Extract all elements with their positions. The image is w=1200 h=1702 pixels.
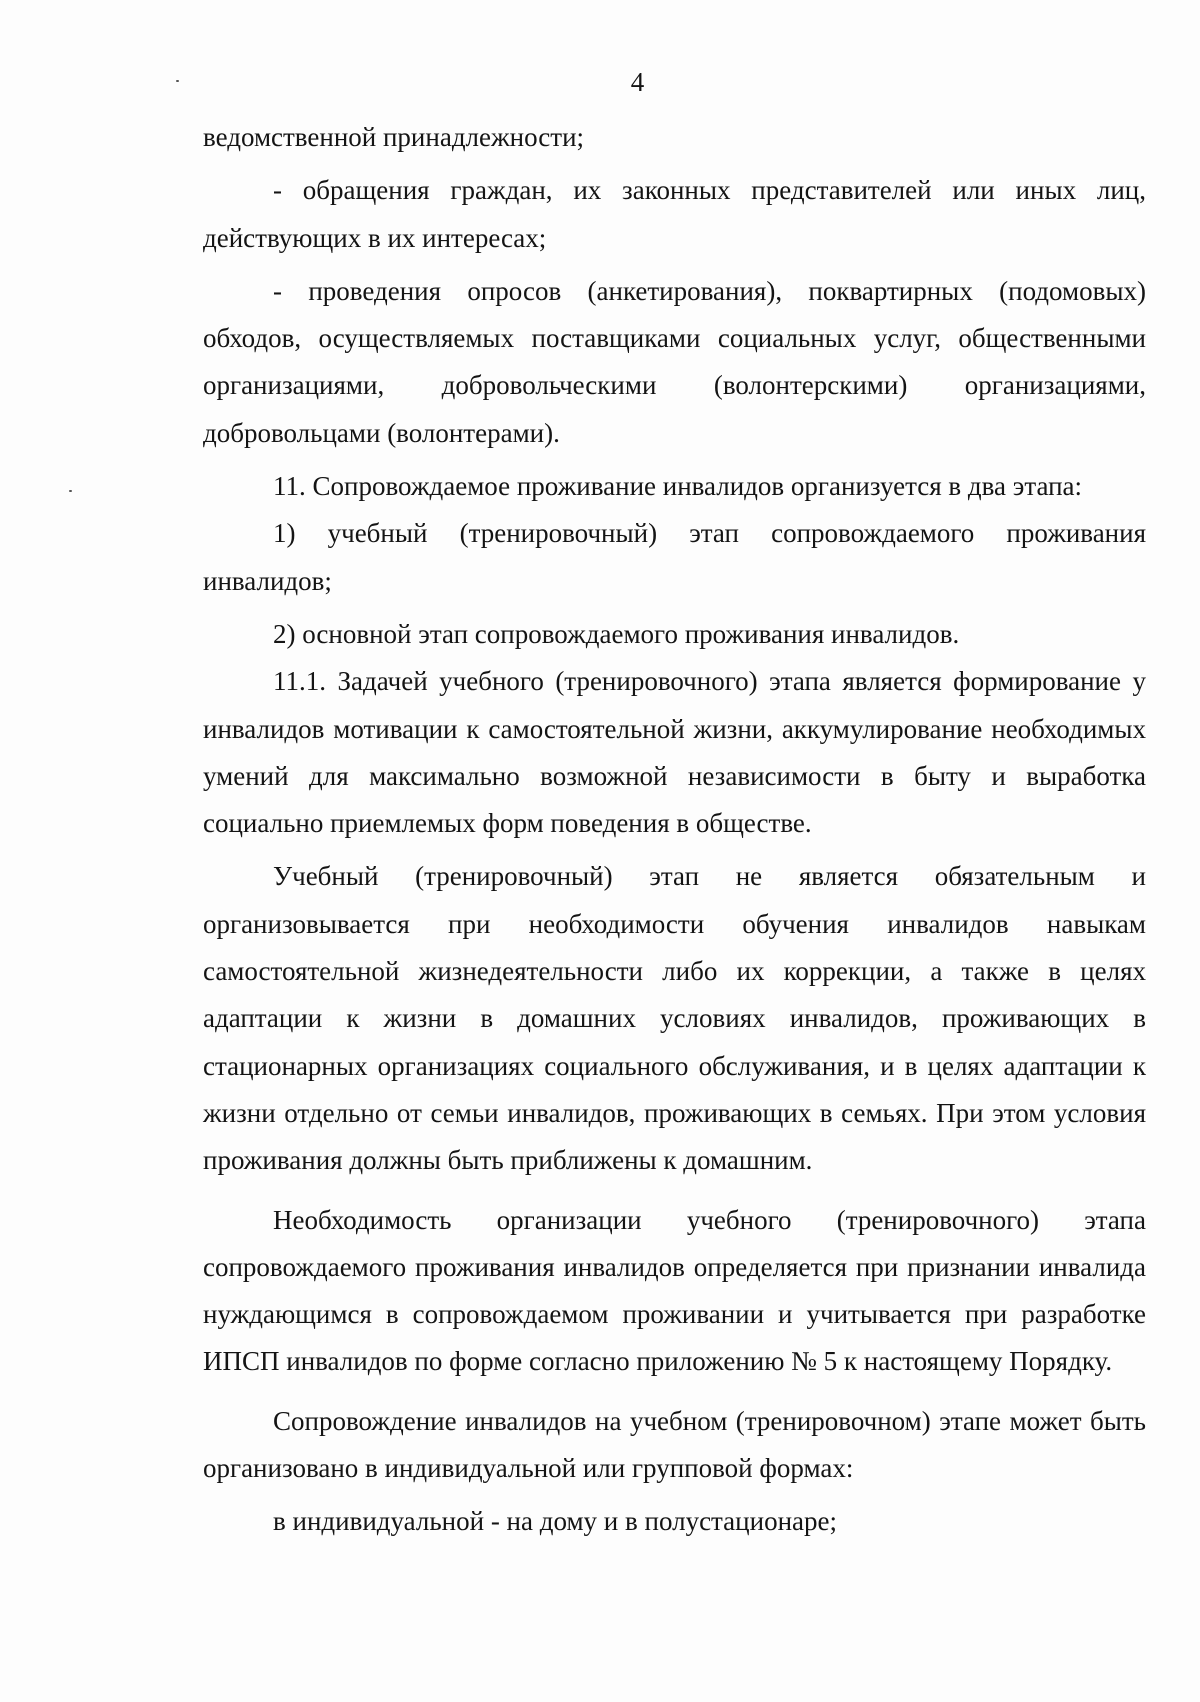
paragraph-stage-1: 1) учебный (тренировочный) этап сопровождаемого проживания инвалидов; <box>203 518 1146 596</box>
paragraph-individual-form: в индивидуальной - на дому и в полустационаре; <box>273 1506 837 1537</box>
paragraph-item-11: 11. Сопровождаемое проживание инвалидов организуется в два этапа: <box>273 471 1083 502</box>
paragraph-item-11-1: 11.1. Задачей учебного (тренировочного) этапа является формирование у инвалидов мотивации к самостоятельной жизни, аккумулирование необходимых умений для максимально возможной независимости в быту и выработка социально приемлемых форм поведения в обществе. <box>203 666 1146 839</box>
paragraph-surveys: - проведения опросов (анкетирования), поквартирных (подомовых) обходов, осуществляемых поставщиками социальных услуг, общественными организациями, добровольческими (волонтерскими) организациями, добровольцами (волонтерами). <box>203 275 1146 448</box>
scan-speck <box>69 490 72 492</box>
paragraph-training-stage-necessity: Необходимость организации учебного (тренировочного) этапа сопровождаемого проживания инвалидов определяется при признании инвалида нуждающимся в сопровождаемом проживании и учитывается при разработке ИПСП инвалидов по форме согласно приложению № 5 к настоящему Порядку. <box>203 1204 1146 1377</box>
document-body <box>203 114 1146 1546</box>
paragraph-stage-2: 2) основной этап сопровождаемого проживания инвалидов. <box>273 618 960 649</box>
page-number: 4 <box>630 67 645 97</box>
scan-speck <box>176 80 179 82</box>
paragraph-training-stage-optional: Учебный (тренировочный) этап не является обязательным и организовывается при необходимости обучения инвалидов навыкам самостоятельной жизнедеятельности либо их коррекции, а также в целях адаптации к жизни в домашних условиях инвалидов, проживающих в стационарных организациях социального обслуживания, и в целях адаптации к жизни отдельно от семьи инвалидов, проживающих в семьях. При этом условия проживания должны быть приближены к домашним. <box>203 861 1146 1176</box>
paragraph-citizen-appeals: - обращения граждан, их законных представителей или иных лиц, действующих в их интересах; <box>203 175 1146 253</box>
paragraph-support-forms: Сопровождение инвалидов на учебном (тренировочном) этапе может быть организовано в индивидуальной или групповой формах: <box>203 1405 1146 1484</box>
paragraph-departmental-affiliation: ведомственной принадлежности; <box>203 122 585 152</box>
